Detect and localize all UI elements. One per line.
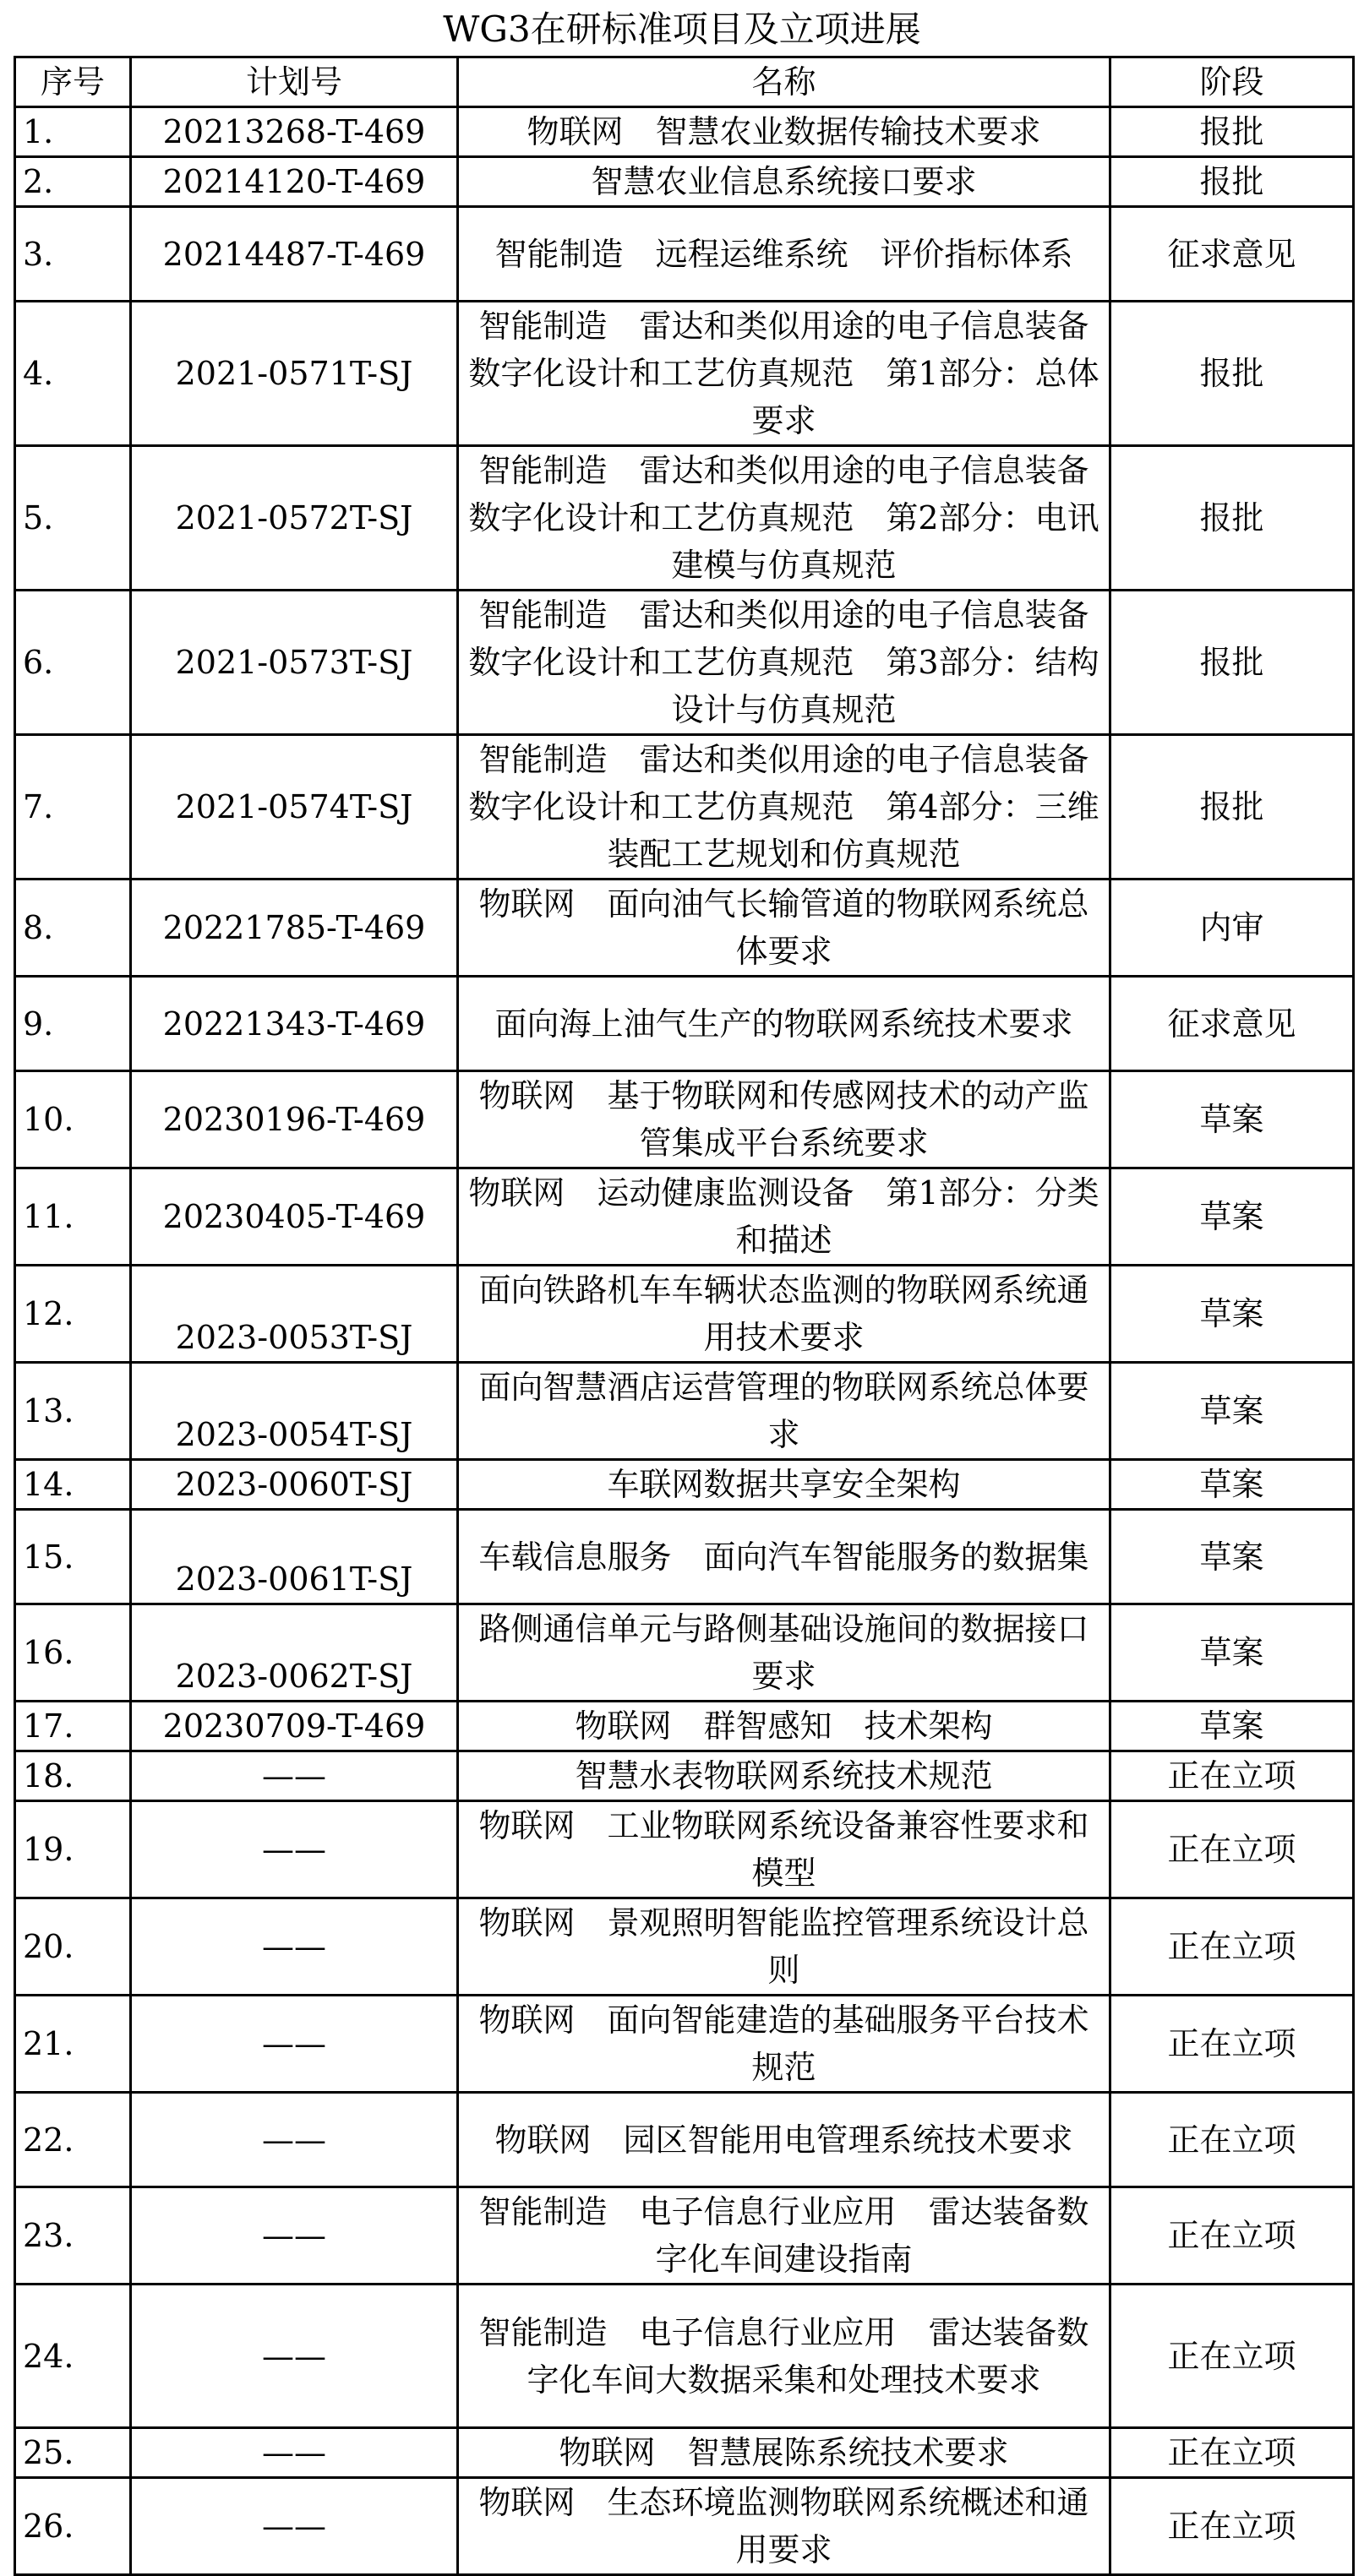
standard-name: 智能制造 雷达和类似用途的电子信息装备数字化设计和工艺仿真规范 第2部分：电讯建模与仿真规范 xyxy=(458,446,1110,591)
plan-number: 20230709-T-469 xyxy=(131,1702,458,1751)
stage-status: 草案 xyxy=(1110,1363,1354,1460)
stage-status: 正在立项 xyxy=(1110,1898,1354,1996)
standard-name: 物联网 智慧农业数据传输技术要求 xyxy=(458,107,1110,157)
plan-number: —— xyxy=(131,2285,458,2428)
plan-number: 2023-0062T-SJ xyxy=(131,1604,458,1702)
table-row xyxy=(15,735,1354,880)
table-row xyxy=(15,446,1354,591)
standard-name: 物联网 园区智能用电管理系统技术要求 xyxy=(458,2093,1110,2187)
row-number: 24. xyxy=(15,2285,131,2428)
table-row xyxy=(15,1996,1354,2093)
stage-status: 报批 xyxy=(1110,157,1354,207)
stage-status: 草案 xyxy=(1110,1266,1354,1363)
standard-name: 车联网数据共享安全架构 xyxy=(458,1460,1110,1510)
stage-status: 报批 xyxy=(1110,302,1354,446)
plan-number: 2021-0573T-SJ xyxy=(131,591,458,735)
standard-name: 智能制造 雷达和类似用途的电子信息装备数字化设计和工艺仿真规范 第3部分：结构设计与仿真规范 xyxy=(458,591,1110,735)
standard-name: 物联网 景观照明智能监控管理系统设计总则 xyxy=(458,1898,1110,1996)
table-row xyxy=(15,2093,1354,2187)
table-row xyxy=(15,2187,1354,2285)
stage-status: 内审 xyxy=(1110,880,1354,977)
plan-number: —— xyxy=(131,2093,458,2187)
standard-name: 车载信息服务 面向汽车智能服务的数据集 xyxy=(458,1510,1110,1604)
plan-number: 2021-0572T-SJ xyxy=(131,446,458,591)
standard-name: 物联网 基于物联网和传感网技术的动产监管集成平台系统要求 xyxy=(458,1071,1110,1168)
row-number: 7. xyxy=(15,735,131,880)
standard-name: 智慧农业信息系统接口要求 xyxy=(458,157,1110,207)
standard-name: 物联网 智慧展陈系统技术要求 xyxy=(458,2428,1110,2478)
row-number: 18. xyxy=(15,1751,131,1801)
standard-name: 智能制造 电子信息行业应用 雷达装备数字化车间大数据采集和处理技术要求 xyxy=(458,2285,1110,2428)
row-number: 6. xyxy=(15,591,131,735)
standard-name: 物联网 生态环境监测物联网系统概述和通用要求 xyxy=(458,2478,1110,2575)
stage-status: 草案 xyxy=(1110,1510,1354,1604)
row-number: 23. xyxy=(15,2187,131,2285)
standard-name: 智慧水表物联网系统技术规范 xyxy=(458,1751,1110,1801)
table-row xyxy=(15,302,1354,446)
table-row xyxy=(15,1898,1354,1996)
plan-number: 20221785-T-469 xyxy=(131,880,458,977)
table-row xyxy=(15,1702,1354,1751)
row-number: 14. xyxy=(15,1460,131,1510)
stage-status: 正在立项 xyxy=(1110,1801,1354,1898)
stage-status: 正在立项 xyxy=(1110,2187,1354,2285)
stage-status: 草案 xyxy=(1110,1604,1354,1702)
row-number: 11. xyxy=(15,1168,131,1266)
plan-number: 2021-0574T-SJ xyxy=(131,735,458,880)
row-number: 5. xyxy=(15,446,131,591)
stage-status: 正在立项 xyxy=(1110,2093,1354,2187)
table-row xyxy=(15,107,1354,157)
plan-number: 2021-0571T-SJ xyxy=(131,302,458,446)
row-number: 25. xyxy=(15,2428,131,2478)
standard-name: 物联网 群智感知 技术架构 xyxy=(458,1702,1110,1751)
row-number: 10. xyxy=(15,1071,131,1168)
table-row xyxy=(15,1604,1354,1702)
plan-number: 20214120-T-469 xyxy=(131,157,458,207)
table-row xyxy=(15,1363,1354,1460)
row-number: 22. xyxy=(15,2093,131,2187)
row-number: 21. xyxy=(15,1996,131,2093)
stage-status: 报批 xyxy=(1110,107,1354,157)
stage-status: 正在立项 xyxy=(1110,2478,1354,2575)
table-row xyxy=(15,880,1354,977)
table-row xyxy=(15,1071,1354,1168)
header-no: 序号 xyxy=(15,57,131,107)
plan-number: 20213268-T-469 xyxy=(131,107,458,157)
row-number: 4. xyxy=(15,302,131,446)
row-number: 19. xyxy=(15,1801,131,1898)
table-row xyxy=(15,2285,1354,2428)
table-row xyxy=(15,2428,1354,2478)
table-row xyxy=(15,207,1354,302)
standard-name: 面向海上油气生产的物联网系统技术要求 xyxy=(458,977,1110,1071)
row-number: 13. xyxy=(15,1363,131,1460)
stage-status: 草案 xyxy=(1110,1702,1354,1751)
row-number: 26. xyxy=(15,2478,131,2575)
row-number: 12. xyxy=(15,1266,131,1363)
plan-number: 20214487-T-469 xyxy=(131,207,458,302)
plan-number: —— xyxy=(131,2187,458,2285)
stage-status: 报批 xyxy=(1110,735,1354,880)
row-number: 17. xyxy=(15,1702,131,1751)
row-number: 3. xyxy=(15,207,131,302)
table-row xyxy=(15,1801,1354,1898)
table-row xyxy=(15,1460,1354,1510)
standards-table xyxy=(14,56,1355,2576)
standard-name: 面向铁路机车车辆状态监测的物联网系统通用技术要求 xyxy=(458,1266,1110,1363)
row-number: 8. xyxy=(15,880,131,977)
plan-number: 20221343-T-469 xyxy=(131,977,458,1071)
plan-number: 2023-0053T-SJ xyxy=(131,1266,458,1363)
standard-name: 路侧通信单元与路侧基础设施间的数据接口要求 xyxy=(458,1604,1110,1702)
plan-number: —— xyxy=(131,1996,458,2093)
table-row xyxy=(15,1266,1354,1363)
stage-status: 草案 xyxy=(1110,1460,1354,1510)
plan-number: —— xyxy=(131,2478,458,2575)
row-number: 9. xyxy=(15,977,131,1071)
document-title: WG3在研标准项目及立项进展 xyxy=(443,8,921,50)
plan-number: —— xyxy=(131,1898,458,1996)
standard-name: 智能制造 远程运维系统 评价指标体系 xyxy=(458,207,1110,302)
row-number: 1. xyxy=(15,107,131,157)
header-name: 名称 xyxy=(458,57,1110,107)
table-row xyxy=(15,1751,1354,1801)
stage-status: 正在立项 xyxy=(1110,2428,1354,2478)
standard-name: 物联网 工业物联网系统设备兼容性要求和模型 xyxy=(458,1801,1110,1898)
row-number: 15. xyxy=(15,1510,131,1604)
stage-status: 报批 xyxy=(1110,446,1354,591)
standard-name: 物联网 面向油气长输管道的物联网系统总体要求 xyxy=(458,880,1110,977)
stage-status: 正在立项 xyxy=(1110,2285,1354,2428)
row-number: 16. xyxy=(15,1604,131,1702)
header-plan: 计划号 xyxy=(131,57,458,107)
plan-number: —— xyxy=(131,2428,458,2478)
standard-name: 智能制造 电子信息行业应用 雷达装备数字化车间建设指南 xyxy=(458,2187,1110,2285)
row-number: 2. xyxy=(15,157,131,207)
table-row xyxy=(15,1510,1354,1604)
stage-status: 报批 xyxy=(1110,591,1354,735)
row-number: 20. xyxy=(15,1898,131,1996)
standard-name: 面向智慧酒店运营管理的物联网系统总体要求 xyxy=(458,1363,1110,1460)
table-header-row xyxy=(15,57,1354,107)
standard-name: 物联网 运动健康监测设备 第1部分：分类和描述 xyxy=(458,1168,1110,1266)
plan-number: 20230405-T-469 xyxy=(131,1168,458,1266)
stage-status: 正在立项 xyxy=(1110,1751,1354,1801)
header-stage: 阶段 xyxy=(1110,57,1354,107)
table-row xyxy=(15,2478,1354,2575)
plan-number: 20230196-T-469 xyxy=(131,1071,458,1168)
stage-status: 草案 xyxy=(1110,1071,1354,1168)
standard-name: 物联网 面向智能建造的基础服务平台技术规范 xyxy=(458,1996,1110,2093)
stage-status: 征求意见 xyxy=(1110,207,1354,302)
table-row xyxy=(15,1168,1354,1266)
plan-number: 2023-0054T-SJ xyxy=(131,1363,458,1460)
table-row xyxy=(15,977,1354,1071)
table-row xyxy=(15,157,1354,207)
table-row xyxy=(15,591,1354,735)
plan-number: 2023-0061T-SJ xyxy=(131,1510,458,1604)
plan-number: —— xyxy=(131,1751,458,1801)
plan-number: —— xyxy=(131,1801,458,1898)
standard-name: 智能制造 雷达和类似用途的电子信息装备数字化设计和工艺仿真规范 第1部分：总体要求 xyxy=(458,302,1110,446)
stage-status: 草案 xyxy=(1110,1168,1354,1266)
standard-name: 智能制造 雷达和类似用途的电子信息装备数字化设计和工艺仿真规范 第4部分：三维装配工艺规划和仿真规范 xyxy=(458,735,1110,880)
stage-status: 正在立项 xyxy=(1110,1996,1354,2093)
stage-status: 征求意见 xyxy=(1110,977,1354,1071)
plan-number: 2023-0060T-SJ xyxy=(131,1460,458,1510)
